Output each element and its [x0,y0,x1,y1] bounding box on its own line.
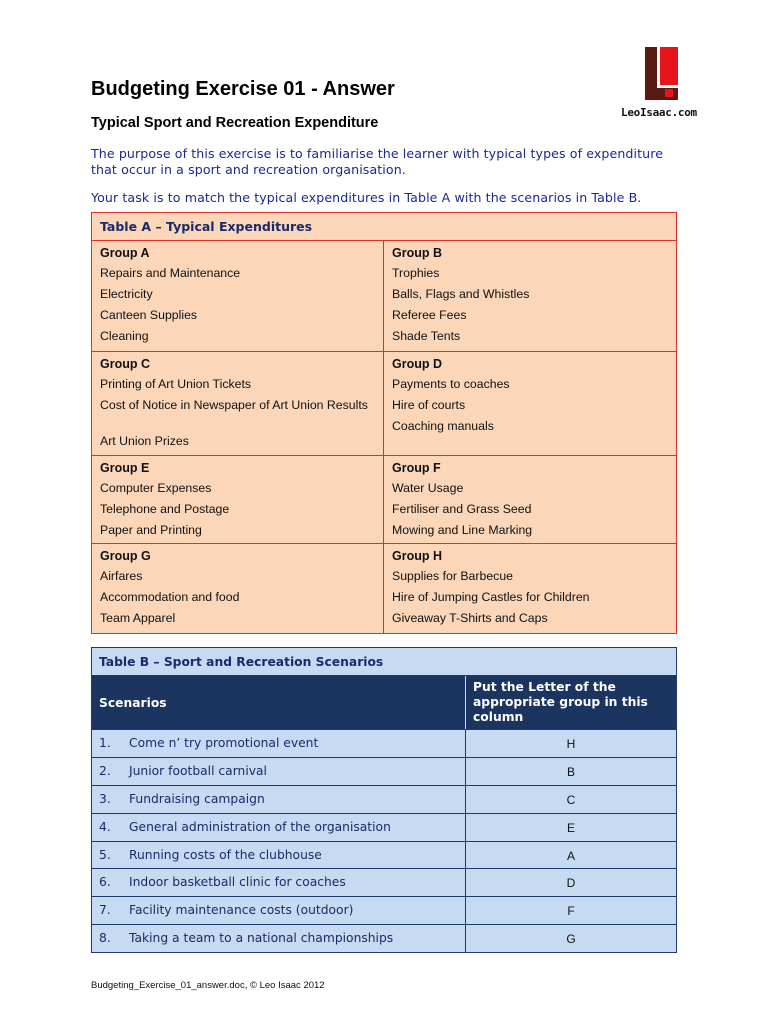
table-a-title: Table A – Typical Expenditures [92,213,676,241]
group-b-cell [384,241,676,351]
expense-item: Cost of Notice in Newspaper of Art Union Results [100,398,368,412]
row-number: 6. [99,875,111,890]
expense-item: Referee Fees [392,308,467,322]
table-b-title: Table B – Sport and Recreation Scenarios [92,648,676,676]
scenario-text: Come n’ try promotional event [129,736,319,750]
group-e-cell [92,456,384,543]
expense-item: Shade Tents [392,329,461,343]
expense-item: Art Union Prizes [100,434,189,448]
table-a-row [92,544,676,633]
scenario-text: Fundraising campaign [129,791,265,806]
table-row [92,924,676,952]
expense-item: Canteen Supplies [100,308,198,322]
answer-header: Put the Letter of the appropriate group in this column [473,680,648,724]
table-b [91,647,677,953]
row-number: 5. [99,847,111,862]
group-c-cell [92,352,384,455]
answer-cell: D [566,876,576,891]
group-g-cell [92,544,384,633]
scenario-text: Running costs of the clubhouse [129,847,322,862]
group-h-cell [384,544,676,633]
row-number: 4. [99,819,111,834]
table-row [92,785,676,813]
table-a-row [92,241,676,352]
expense-item: Printing of Art Union Tickets [100,377,252,391]
scenario-text: Indoor basketball clinic for coaches [129,875,346,890]
group-f-cell [384,456,676,543]
table-a-row [92,456,676,544]
table-b-column-header [92,676,676,729]
expense-item: Trophies [392,266,440,280]
answer-cell: A [566,848,575,863]
scenarios-header: Scenarios [92,676,466,729]
expense-item: Airfares [100,569,143,583]
group-title: Group B [392,246,442,260]
group-title: Group C [100,357,150,371]
table-row [92,813,676,841]
answer-cell: F [567,904,575,919]
answer-cell: B [566,764,575,779]
table-row [92,841,676,869]
expense-item: Hire of courts [392,398,466,412]
table-row [92,896,676,924]
expense-item: Accommodation and food [100,590,240,604]
page-footer: Budgeting_Exercise_01_answer.doc, © Leo Isaac 2012 [91,980,325,991]
expense-item: Electricity [100,287,153,301]
expense-item: Paper and Printing [100,523,202,537]
task-paragraph: Your task is to match the typical expenditures in Table A with the scenarios in Table B. [91,190,642,205]
group-title: Group E [100,461,150,475]
expense-item: Hire of Jumping Castles for Children [392,590,590,604]
expense-item: Payments to coaches [392,377,510,391]
group-d-cell [384,352,676,455]
page-title: Budgeting Exercise 01 - Answer [91,78,395,100]
expense-item: Supplies for Barbecue [392,569,513,583]
row-number: 3. [99,791,111,806]
row-number: 1. [99,736,111,750]
expense-item: Water Usage [392,481,464,495]
scenario-text: Facility maintenance costs (outdoor) [129,903,354,918]
row-number: 7. [99,903,111,918]
logo-text: LeoIsaac.com [621,106,697,119]
group-title: Group H [392,549,442,563]
answer-cell: E [566,820,575,835]
group-title: Group F [392,461,441,475]
table-row [92,757,676,785]
group-a-cell [92,241,384,351]
table-row [92,868,676,896]
row-number: 8. [99,931,111,946]
group-title: Group D [392,357,442,371]
expense-item: Team Apparel [100,611,176,625]
group-title: Group A [100,246,150,260]
row-number: 2. [99,763,111,778]
expense-item: Repairs and Maintenance [100,266,241,280]
expense-item: Balls, Flags and Whistles [392,287,530,301]
expense-item: Mowing and Line Marking [392,523,533,537]
expense-item: Fertiliser and Grass Seed [392,502,532,516]
table-a [91,212,677,634]
answer-cell: G [566,932,576,947]
answer-cell: C [566,792,576,807]
intro-paragraph: The purpose of this exercise is to familiarise the learner with typical types of expenditure that occur in a sport and recreation organisation. [91,146,664,177]
expense-item: Giveaway T-Shirts and Caps [392,611,548,625]
page-subtitle: Typical Sport and Recreation Expenditure [91,115,379,131]
expense-item: Cleaning [100,329,149,343]
scenario-text: General administration of the organisation [129,819,391,834]
answer-cell: H [566,737,576,751]
scenario-text: Taking a team to a national championships [129,931,394,946]
scenario-text: Junior football carnival [129,763,267,778]
table-a-row [92,352,676,456]
expense-item: Computer Expenses [100,481,212,495]
expense-item: Coaching manuals [392,419,494,433]
expense-item: Telephone and Postage [100,502,230,516]
table-row [92,729,676,757]
group-title: Group G [100,549,151,563]
